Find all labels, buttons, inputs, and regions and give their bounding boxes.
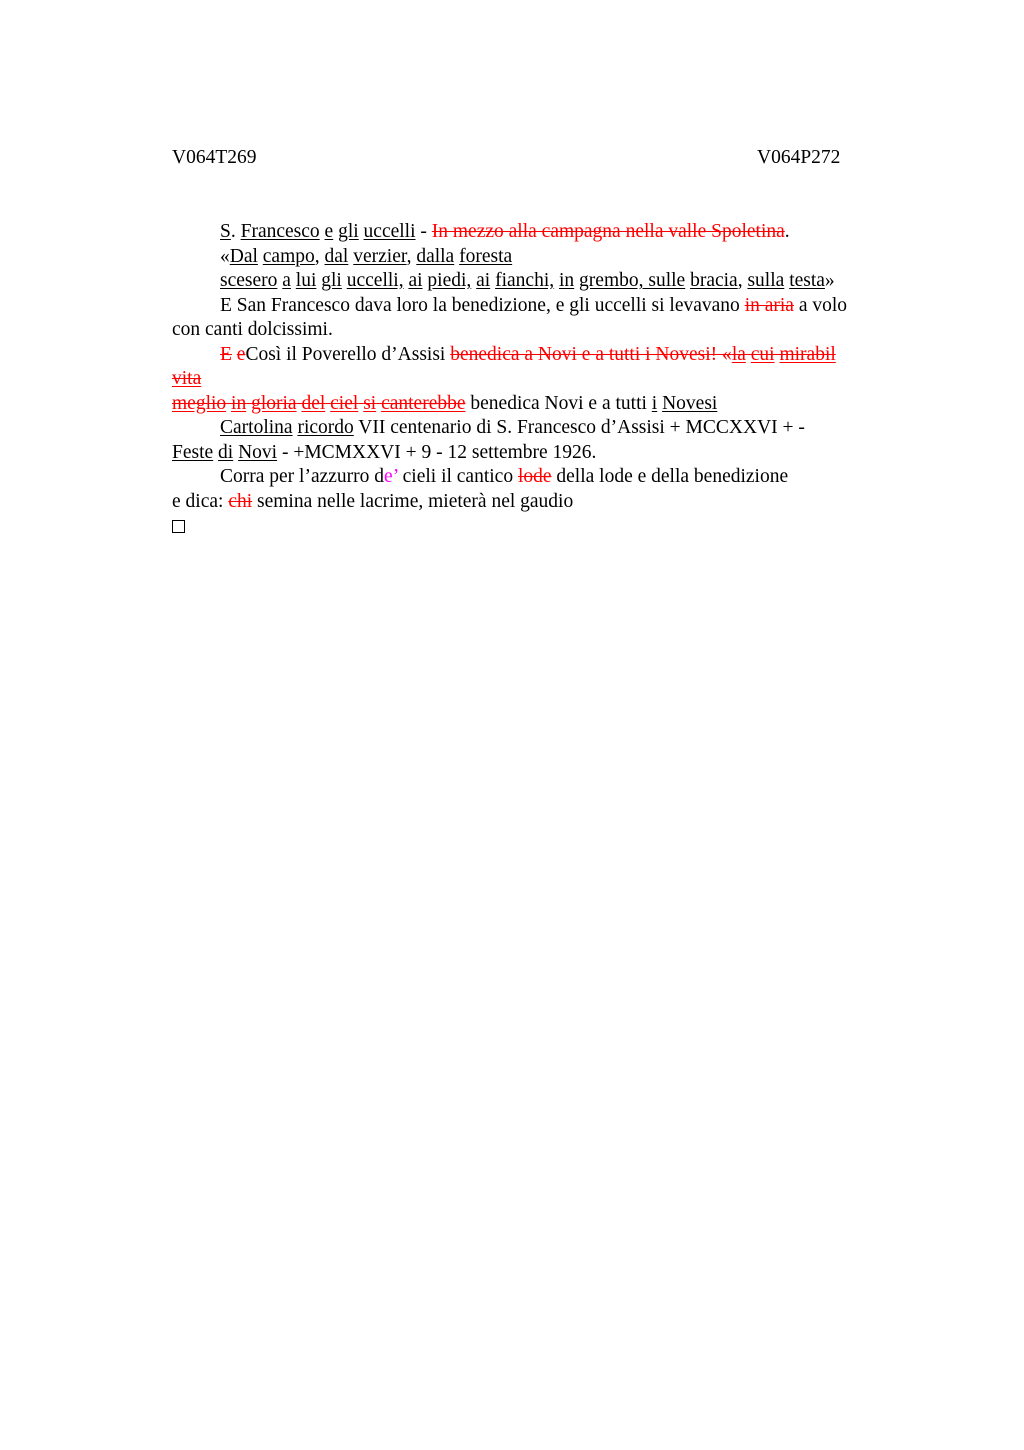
underlined-word: ai [408,270,423,291]
underlined-word: Feste [172,441,214,463]
text-fragment: . [784,221,790,242]
underlined-word: e [324,221,334,242]
underlined-word: a [282,270,291,291]
deleted-underlined-word: si [363,392,377,414]
deleted-underlined-word: del [301,392,326,414]
underlined-word: verzier [353,245,407,267]
text-line-12 [172,490,892,515]
text-fragment: cieli il cantico [402,466,514,487]
text-fragment: VII centenario di S. Francesco d’Assisi + MCCXXVI + - [358,417,805,438]
underlined-word: bracia [690,270,738,291]
text-fragment: , [406,245,412,267]
text-line-6 [172,343,892,368]
text-line-2 [172,245,892,270]
underlined-word: Novesi [662,392,718,414]
text-fragment: , [737,270,743,291]
underlined-word: campo [262,245,315,267]
underlined-word: dal [324,245,349,267]
text-fragment: benedica Novi e a tutti [470,392,647,414]
underlined-word: dalla [416,245,455,267]
underlined-word: lui [295,270,317,291]
underlined-word: ai [476,270,491,291]
underlined-word: fianchi, [495,270,555,291]
text-line-11 [172,465,892,490]
deleted-underlined-word: vita [172,368,202,389]
document-code-left: V064T269 [172,147,257,168]
text-line-7 [172,367,892,392]
text-fragment: e dica: [172,490,224,512]
deleted-underlined-word: mirabil [779,343,836,365]
underlined-word: Cartolina [220,417,293,438]
underlined-word: S [220,221,231,242]
text-fragment: Così il Poverello d’Assisi [245,343,446,365]
text-fragment: - [420,221,427,242]
deleted-text: benedica a Novi e a tutti i Novesi! « [450,343,732,365]
deleted-text: E [220,343,232,365]
text-fragment: » [824,270,835,291]
text-line-1 [172,220,892,245]
deleted-underlined-word: in [231,392,247,414]
underlined-word: di [218,441,234,463]
text-fragment: - +MCMXXVI + 9 - 12 settembre 1926. [281,441,597,463]
deleted-text: e [236,343,246,365]
text-fragment: E San Francesco dava loro la benedizione, e gli uccelli si levavano [220,294,740,316]
underlined-word: in [559,270,575,291]
text-line-4 [172,294,892,319]
text-fragment: con canti dolcissimi. [172,319,333,340]
text-fragment: . [230,221,236,242]
document-body [172,220,892,539]
text-fragment: a volo [798,294,848,316]
deleted-text: chi [228,490,253,512]
underlined-word: sulla [747,270,785,291]
document-code-right: V064P272 [757,147,841,168]
underlined-word: grembo, sulle [579,270,686,291]
text-fragment: , [314,245,320,267]
underlined-word: Francesco [240,221,320,242]
underlined-word: scesero [220,270,278,291]
deleted-text: In mezzo alla campagna nella valle Spoletina [431,221,785,242]
text-line-10 [172,441,892,466]
deleted-underlined-word: canterebbe [381,392,466,414]
deleted-underlined-word: ciel [330,392,359,414]
text-fragment: semina nelle lacrime, mieterà nel gaudio [257,490,574,512]
underlined-word: gli [321,270,342,291]
underlined-word: gli [338,221,359,242]
deleted-underlined-word: cui [750,343,775,365]
underlined-word: testa [789,270,825,291]
text-line-5 [172,318,892,343]
underlined-word: piedi, [427,270,472,291]
underlined-word: Novi [238,441,278,463]
deleted-text: lode [517,466,552,487]
checkbox-icon[interactable] [172,520,185,533]
deleted-underlined-word: gloria [251,392,297,414]
deleted-text: in aria [744,294,794,316]
text-line-8 [172,392,892,417]
underlined-word: uccelli, [346,270,404,291]
inserted-text: e’ [384,466,398,487]
underlined-word: Dal [229,245,258,267]
text-fragment: Corra per l’azzurro d [220,466,385,487]
text-line-3 [172,269,892,294]
text-fragment: della lode e della benedizione [556,466,789,487]
deleted-underlined-word: la [731,343,746,365]
checkbox-line [172,514,892,539]
underlined-word: ricordo [297,417,354,438]
text-fragment: « [220,245,230,267]
deleted-underlined-word: meglio [172,392,227,414]
text-line-9 [172,416,892,441]
underlined-word: foresta [459,245,513,267]
underlined-word: i [651,392,658,414]
underlined-word: uccelli [363,221,416,242]
